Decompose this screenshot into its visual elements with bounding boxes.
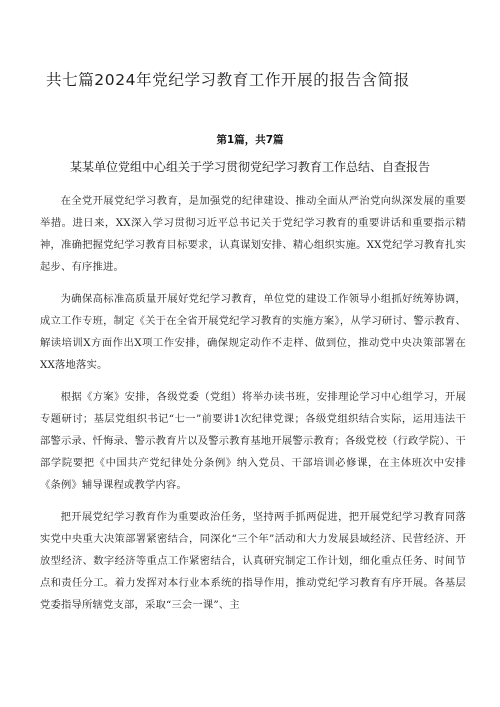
body-paragraph: 在全党开展党纪学习教育，是加强党的纪律建设、推动全面从严治党向纵深发展的重要举措。进日来，XX深入学习贯彻习近平总书记关于党纪学习教育的重要讲话和重要指示精神，准确把握党纪学习教育目标要求，认真谋划安排、精心组织实施。XX党纪学习教育扎实起步、有序推进。 — [40, 195, 466, 273]
document-title: 共七篇2024年党纪学习教育工作开展的报告含简报 — [46, 71, 410, 89]
report-title: 某某单位党组中心组关于学习贯彻党纪学习教育工作总结、自查报告 — [69, 160, 430, 174]
document-body — [40, 190, 466, 626]
body-paragraph: 为确保高标准高质量开展好党纪学习教育，单位党的建设工作领导小组抓好统筹协调，成立工作专班，制定《关于在全省开展党纪学习教育的实施方案》，从学习研讨、警示教育、解读培训X方面作出X项工作安排，确保规定动作不走样、做到位，推动党中央决策部署在XX落地落实。 — [40, 293, 466, 371]
section-number: 第1篇，共7篇 — [216, 134, 284, 146]
body-paragraph: 根据《方案》安排，各级党委（党组）将举办读书班，安排理论学习中心组学习，开展专题研讨；基层党组织书记“七一”前要讲1次纪律党课；各级党组织结合实际，运用违法干部警示录、忏悔录、警示教育片以及警示教育基地开展警示教育；各级党校（行政学院）、干部学院要把《中国共产党纪律处分条例》纳入党员、干部培训必修课，在主体班次中安排《条例》辅导课程或教学内容。 — [40, 391, 466, 491]
body-paragraph: 把开展党纪学习教育作为重要政治任务，坚持两手抓两促进，把开展党纪学习教育同落实党中央重大决策部署紧密结合，同深化“三个年”活动和大力发展县域经济、民营经济、开放型经济、数字经济等重点工作紧密结合，认真研究制定工作计划，细化重点任务、时间节点和责任分工。着力发挥对本行业本系统的指导作用，推动党纪学习教育有序开展。各基层党委指导所辖党支部，采取“三会一课”、主 — [40, 511, 466, 611]
